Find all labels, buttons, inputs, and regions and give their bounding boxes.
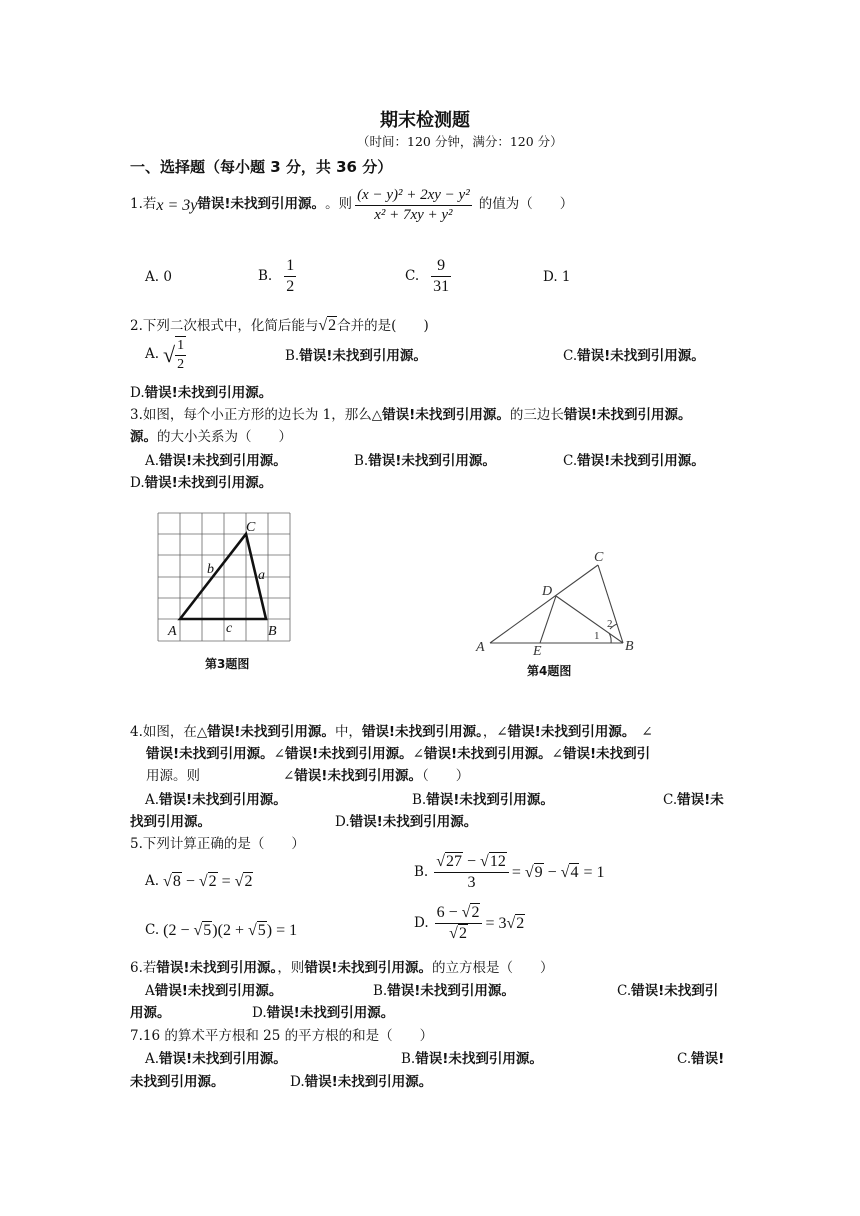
q4-option-b-label: B. — [412, 792, 427, 808]
q1-option-c-den: 31 — [433, 278, 450, 295]
q5-option-c — [145, 919, 297, 942]
q4-text-d: ∠ — [641, 724, 653, 740]
q1-option-c-label: C. — [405, 267, 420, 284]
q6-option-b-label: B. — [373, 983, 388, 999]
question-3-line2 — [130, 428, 292, 448]
page-subtitle: （时间：120 分钟，满分：120 分） — [357, 134, 563, 149]
q1-option-c-num: 9 — [431, 256, 451, 277]
q7-option-c-label: C. — [677, 1051, 692, 1067]
q1-condition: x = 3y — [156, 196, 198, 214]
question-5: 5.下列计算正确的是（ ） — [130, 836, 305, 852]
fig4-angle-2: 2 — [607, 618, 613, 630]
q4-error-4: 错误!未找到引用源。 — [146, 746, 274, 762]
fig4-label-e: E — [533, 644, 542, 659]
q6-option-a — [145, 982, 282, 1002]
q1-option-b-den: 2 — [286, 278, 295, 295]
q4-error-1: 错误!未找到引用源。 — [207, 724, 335, 740]
q1-numerator: (x − y)² + 2xy − y² — [355, 186, 472, 206]
q5-option-d — [414, 903, 525, 944]
q6-prefix: 6.若 — [130, 960, 157, 976]
q3-option-b-error: 错误!未找到引用源。 — [368, 453, 496, 469]
q4-option-a-label: A. — [145, 792, 160, 808]
q3-option-a-label: A. — [145, 453, 160, 469]
q3-text-b: 的三边长 — [509, 407, 564, 423]
q1-error-ref: 错误!未找到引用源。 — [197, 196, 326, 213]
figure-3-grid-triangle — [150, 505, 300, 645]
question-4-line3 — [146, 767, 200, 787]
question-6 — [130, 959, 553, 979]
q3-text-c: 的大小关系为（ ） — [157, 429, 292, 445]
q4-text-c: ，∠ — [482, 724, 508, 740]
q1-option-c-fraction — [431, 256, 451, 297]
figure-4-triangle — [470, 545, 650, 660]
q6-option-d — [252, 1004, 394, 1024]
q2-option-c-error: 错误!未找到引用源。 — [577, 348, 705, 364]
q6-option-d-error: 错误!未找到引用源。 — [266, 1005, 395, 1021]
question-3-line1 — [130, 406, 692, 426]
q4-option-c — [663, 791, 724, 811]
q3-option-c-error: 错误!未找到引用源。 — [577, 453, 705, 469]
q3-error-tail: 源。 — [130, 429, 157, 445]
q2-option-c — [563, 347, 705, 367]
question-4-line3b — [283, 767, 469, 787]
q4-option-c-cont — [130, 813, 211, 833]
q1-denominator: x² + 7xy + y² — [374, 206, 453, 223]
q4-angle-a: ∠ — [273, 746, 285, 762]
q7-option-a — [145, 1050, 287, 1070]
q2-option-d-error: 错误!未找到引用源。 — [144, 385, 273, 401]
q2-sqrt: √2 — [318, 317, 337, 334]
q5-option-d-fraction: $\frac{6 - √2}{√2}$ — [435, 903, 483, 944]
fig3-label-b-vertex: B — [268, 624, 277, 639]
q4-paren: （ ） — [421, 768, 470, 784]
q3-option-d-label: D. — [130, 475, 145, 491]
q2-option-a-num: 1 — [175, 337, 186, 356]
q6-option-d-label: D. — [252, 1005, 267, 1021]
q4-option-b — [412, 791, 554, 811]
q7-option-c-error-2: 未找到引用源。 — [130, 1074, 225, 1090]
q2-option-a-sqrt-sign: √ — [163, 341, 176, 367]
q1-option-b-num: 1 — [284, 256, 296, 277]
q3-option-b-label: B. — [354, 453, 369, 469]
q3-text-a: 3.如图，每个小正方形的边长为 1，那么△ — [130, 407, 383, 423]
page-title: 期末检测题 — [380, 110, 470, 131]
q5-option-b-result: = √9 − √4 = 1 — [511, 863, 605, 881]
q7-option-d-error: 错误!未找到引用源。 — [304, 1074, 433, 1090]
q7-option-b-error: 错误!未找到引用源。 — [415, 1051, 543, 1067]
q5-option-c-expr: (2 − √5)(2 + √5) = 1 — [163, 922, 298, 939]
q2-option-a-label: A. — [145, 345, 160, 362]
fig4-label-c: C — [594, 550, 604, 565]
q7-option-c-error-1: 错误! — [691, 1051, 725, 1067]
q3-option-d — [130, 474, 272, 494]
q6-suffix: 的立方根是（ ） — [431, 960, 554, 976]
question-7: 7.16 的算术平方根和 25 的平方根的和是（ ） — [130, 1028, 434, 1044]
q1-fraction — [355, 186, 472, 225]
q2-option-d-label: D. — [130, 385, 145, 401]
q4-text-e: 用源。则 — [146, 768, 200, 784]
q1-suffix: 的值为（ ） — [478, 196, 574, 213]
q1-prefix: 1.若 — [130, 196, 157, 213]
q1-mid: 。则 — [325, 196, 353, 213]
q6-option-b — [373, 982, 515, 1002]
q4-error-3: 错误!未找到引用源。 — [507, 724, 636, 740]
q1-option-b — [258, 256, 299, 297]
q2-sqrt-radicand: 2 — [328, 317, 337, 334]
fig3-label-b: b — [207, 562, 214, 577]
question-2 — [130, 314, 429, 337]
q2-option-a-fraction — [175, 336, 186, 373]
fig3-label-c: C — [246, 520, 256, 535]
question-4-line2 — [146, 745, 650, 765]
q2-option-b-error: 错误!未找到引用源。 — [299, 348, 427, 364]
q2-option-c-label: C. — [563, 348, 578, 364]
q3-option-a — [145, 452, 287, 472]
q4-option-c-label: C. — [663, 792, 678, 808]
q6-option-c-tail: 用源。 — [130, 1005, 171, 1021]
q4-option-d-label: D. — [335, 814, 350, 830]
q4-text-a: 4.如图，在△ — [130, 724, 208, 740]
fig4-label-b: B — [625, 639, 634, 654]
fig3-label-c-side: c — [226, 621, 233, 636]
q4-text-b: 中， — [334, 724, 362, 740]
q6-option-a-label: A — [145, 983, 155, 999]
q2-option-b — [285, 347, 427, 367]
q4-option-b-error: 错误!未找到引用源。 — [426, 792, 554, 808]
q1-option-a: A. 0 — [145, 269, 172, 285]
q3-error-ref-1: 错误!未找到引用源。 — [382, 407, 510, 423]
fig4-angle-1: 1 — [594, 630, 600, 642]
question-1 — [130, 186, 573, 225]
q6-option-b-error: 错误!未找到引用源。 — [387, 983, 515, 999]
q4-option-d-error: 错误!未找到引用源。 — [349, 814, 478, 830]
question-4-line1 — [130, 723, 653, 743]
q1-option-c — [405, 256, 454, 297]
q3-option-a-error: 错误!未找到引用源。 — [159, 453, 287, 469]
q6-option-a-error: 错误!未找到引用源。 — [154, 983, 283, 999]
fig3-label-a-vertex: A — [168, 624, 177, 639]
q4-angle-b: ∠ — [412, 746, 424, 762]
q4-error-6: 错误!未找到引用源。 — [423, 746, 552, 762]
q7-option-c — [677, 1050, 724, 1070]
q1-option-b-fraction — [284, 256, 296, 297]
q4-option-c-error-2: 找到引用源。 — [130, 814, 211, 830]
q4-error-8: 错误!未找到引用源。 — [294, 768, 422, 784]
q6-mid: ，则 — [277, 960, 305, 976]
q7-option-a-error: 错误!未找到引用源。 — [159, 1051, 287, 1067]
q3-option-b — [354, 452, 496, 472]
q2-option-a-den: 2 — [177, 356, 185, 372]
q4-option-d — [335, 813, 477, 833]
q6-option-c-label: C. — [617, 983, 632, 999]
q4-error-5: 错误!未找到引用源。 — [284, 746, 413, 762]
fig4-label-d: D — [542, 584, 553, 599]
q5-option-b-fraction: $\frac{√27 - √12}{3}$ — [434, 852, 509, 893]
q3-option-c — [563, 452, 705, 472]
q3-option-c-label: C. — [563, 453, 578, 469]
q5-option-a-label: A. — [145, 872, 160, 889]
q7-option-b-label: B. — [401, 1051, 416, 1067]
q5-option-b — [414, 852, 604, 893]
q5-option-a — [145, 870, 253, 893]
q5-option-a-expr: √8 − √2 = √2 — [163, 873, 253, 890]
q5-option-c-label: C. — [145, 921, 160, 938]
q6-option-c — [617, 982, 718, 1002]
fig4-label-a: A — [476, 640, 485, 655]
q7-option-d-label: D. — [290, 1074, 305, 1090]
q3-option-d-error: 错误!未找到引用源。 — [144, 475, 273, 491]
q7-option-d — [290, 1073, 432, 1093]
q6-option-c-cont — [130, 1004, 171, 1024]
q4-angle-d: ∠ — [283, 768, 295, 784]
q6-option-c-error: 错误!未找到引 — [631, 983, 719, 999]
q4-angle-c: ∠ — [551, 746, 563, 762]
q2-option-b-label: B. — [285, 348, 300, 364]
figure-4-caption: 第4题图 — [527, 664, 572, 678]
q5-option-d-result: = 3√2 — [485, 914, 525, 932]
q2-text: 2.下列二次根式中，化简后能与 — [130, 318, 319, 334]
q4-option-a-error: 错误!未找到引用源。 — [159, 792, 287, 808]
q4-error-2: 错误!未找到引用源。 — [361, 724, 483, 740]
q2-option-a — [145, 336, 189, 373]
q4-option-c-error-1: 错误!未 — [677, 792, 724, 808]
q1-option-b-label: B. — [258, 267, 273, 284]
q6-error-2: 错误!未找到引用源。 — [304, 960, 432, 976]
q1-option-d: D. 1 — [543, 269, 571, 285]
q7-option-b — [401, 1050, 543, 1070]
q5-option-b-label: B. — [414, 863, 429, 880]
q4-option-a — [145, 791, 287, 811]
triangle-abc — [180, 534, 266, 619]
fig3-label-a: a — [258, 568, 265, 583]
figure-3-caption: 第3题图 — [205, 657, 250, 671]
q5-option-d-label: D. — [414, 914, 429, 931]
q7-option-c-cont — [130, 1073, 225, 1093]
q3-error-ref-2: 错误!未找到引用源。 — [563, 407, 692, 423]
q6-error-1: 错误!未找到引用源。 — [156, 960, 278, 976]
section-heading: 一、选择题（每小题 3 分，共 36 分） — [130, 158, 393, 176]
q2-suffix: 合并的是( ) — [337, 318, 429, 334]
q4-error-7: 错误!未找到引 — [562, 746, 651, 762]
q7-option-a-label: A. — [145, 1051, 160, 1067]
q2-option-d — [130, 384, 272, 404]
